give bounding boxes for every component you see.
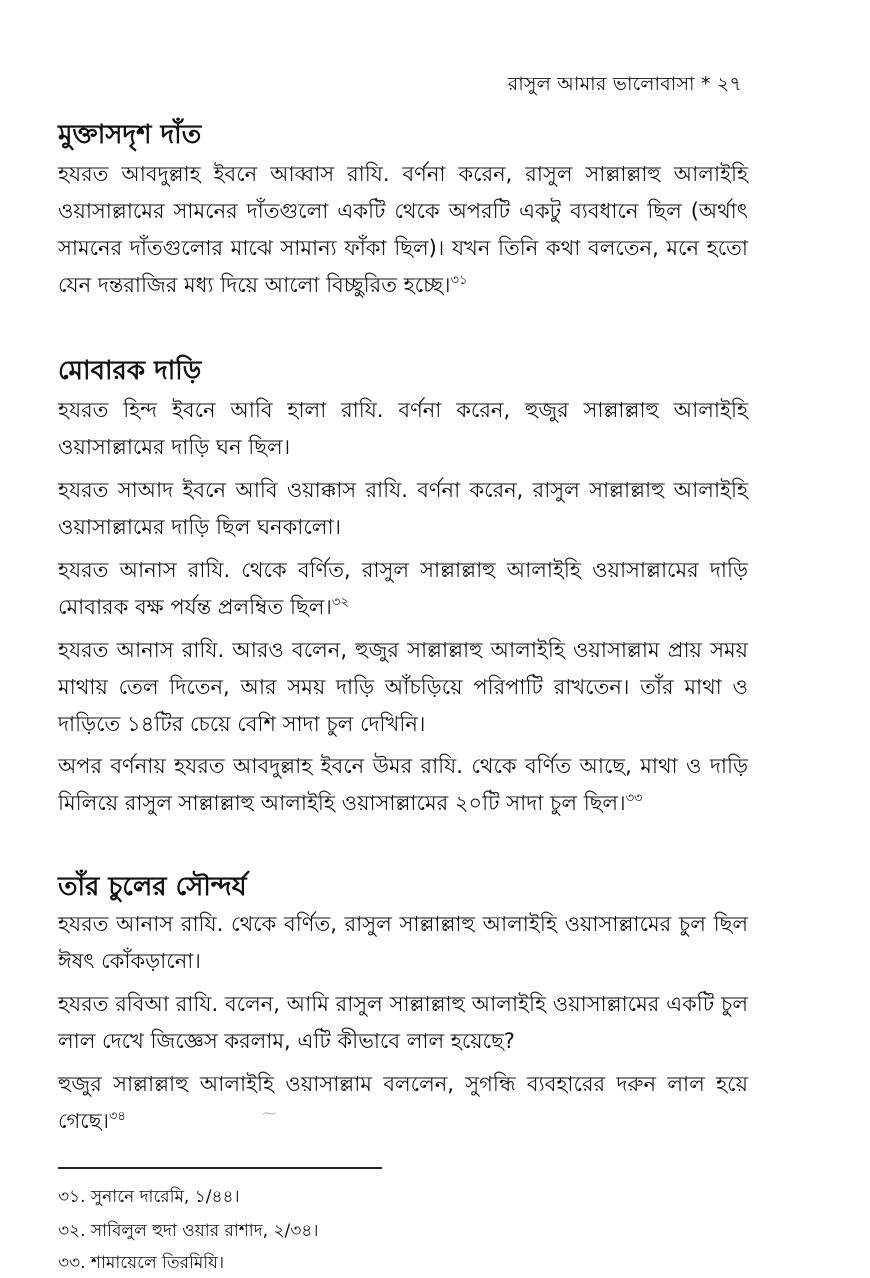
footnote-ref: ৩৩ <box>625 791 643 806</box>
paragraph: হযরত সাআদ ইবনে আবি ওয়াক্কাস রাযি. বর্ণনা করেন, রাসুল সাল্লাল্লাহু আলাইহি ওয়াসাল্লামের দাড়ি ছিল ঘনকালো। <box>58 478 748 539</box>
footnote-divider <box>58 1167 382 1169</box>
footnote: ৩৩. শামায়েলে তিরমিযি। <box>58 1253 225 1273</box>
paragraph: হযরত আনাস রাযি. থেকে বর্ণিত, রাসুল সাল্লাল্লাহু আলাইহি ওয়াসাল্লামের চুল ছিল ঈষৎ কোঁকড়ানো। <box>58 912 748 973</box>
section-title-teeth: মুক্তাসদৃশ দাঁত <box>58 120 202 150</box>
footnote-ref: ৩২ <box>331 595 349 610</box>
running-head: রাসুল আমার ভালোবাসা * ২৭ <box>507 73 742 95</box>
footnote-ref: ৩৪ <box>108 1109 126 1124</box>
paragraph: হুজুর সাল্লাল্লাহু আলাইহি ওয়াসাল্লাম বললেন, সুগন্ধি ব্যবহারের দরুন লাল হয়ে গেছে।$^{৩৪}$ <box>58 1072 748 1133</box>
footnote: ৩২. সাবিলুল হুদা ওয়ার রাশাদ, ২/৩৪। <box>58 1221 319 1241</box>
paragraph: হযরত আনাস রাযি. থেকে বর্ণিত, রাসুল সাল্লাল্লাহু আলাইহি ওয়াসাল্লামের দাড়ি মোবারক বক্ষ পর্যন্ত প্রলম্বিত ছিল।$^{৩২}$ <box>58 558 748 619</box>
footnote-ref: ৩১ <box>450 273 468 288</box>
section-title-hair: তাঁর চুলের সৌন্দর্য <box>58 872 247 902</box>
paragraph: অপর বর্ণনায় হযরত আবদুল্লাহ ইবনে উমর রাযি. থেকে বর্ণিত আছে, মাথা ও দাড়ি মিলিয়ে রাসুল সাল্লাল্লাহু আলাইহি ওয়াসাল্লামের ২০টি সাদা চুল ছিল।$^{৩৩}$ <box>58 754 748 815</box>
paragraph: হযরত হিন্দ ইবনে আবি হালা রাযি. বর্ণনা করেন, হুজুর সাল্লাল্লাহু আলাইহি ওয়াসাল্লামের দাড়ি ঘন ছিল। <box>58 398 748 459</box>
footnote: ৩১. সুনানে দারেমি, ১/৪৪। <box>58 1187 240 1207</box>
ink-smudge: ⁓ <box>262 1106 276 1122</box>
paragraph: হযরত রবিআ রাযি. বলেন, আমি রাসুল সাল্লাল্লাহু আলাইহি ওয়াসাল্লামের একটি চুল লাল দেখে জিজ্ঞেস করলাম, এটি কীভাবে লাল হয়েছে? <box>58 992 748 1053</box>
paragraph: হযরত আবদুল্লাহ ইবনে আব্বাস রাযি. বর্ণনা করেন, রাসুল সাল্লাল্লাহু আলাইহি ওয়াসাল্লামের সামনের দাঁতগুলো একটি থেকে অপরটি একটু ব্যবধানে ছিল (অর্থাৎ সামনের দাঁতগুলোর মাঝে সামান্য ফাঁকা ছিল)। যখন তিনি কথা বলতেন, মনে হতো যেন দন্তরাজির মধ্য দিয়ে আলো বিচ্ছুরিত হচ্ছে।$^{৩১}$ <box>58 162 748 297</box>
paragraph: হযরত আনাস রাযি. আরও বলেন, হুজুর সাল্লাল্লাহু আলাইহি ওয়াসাল্লাম প্রায় সময় মাথায় তেল দিতেন, আর সময় দাড়ি আঁচড়িয়ে পরিপাটি রাখতেন। তাঁর মাথা ও দাড়িতে ১৪টির চেয়ে বেশি সাদা চুল দেখিনি। <box>58 638 748 736</box>
section-title-beard: মোবারক দাড়ি <box>58 356 202 386</box>
